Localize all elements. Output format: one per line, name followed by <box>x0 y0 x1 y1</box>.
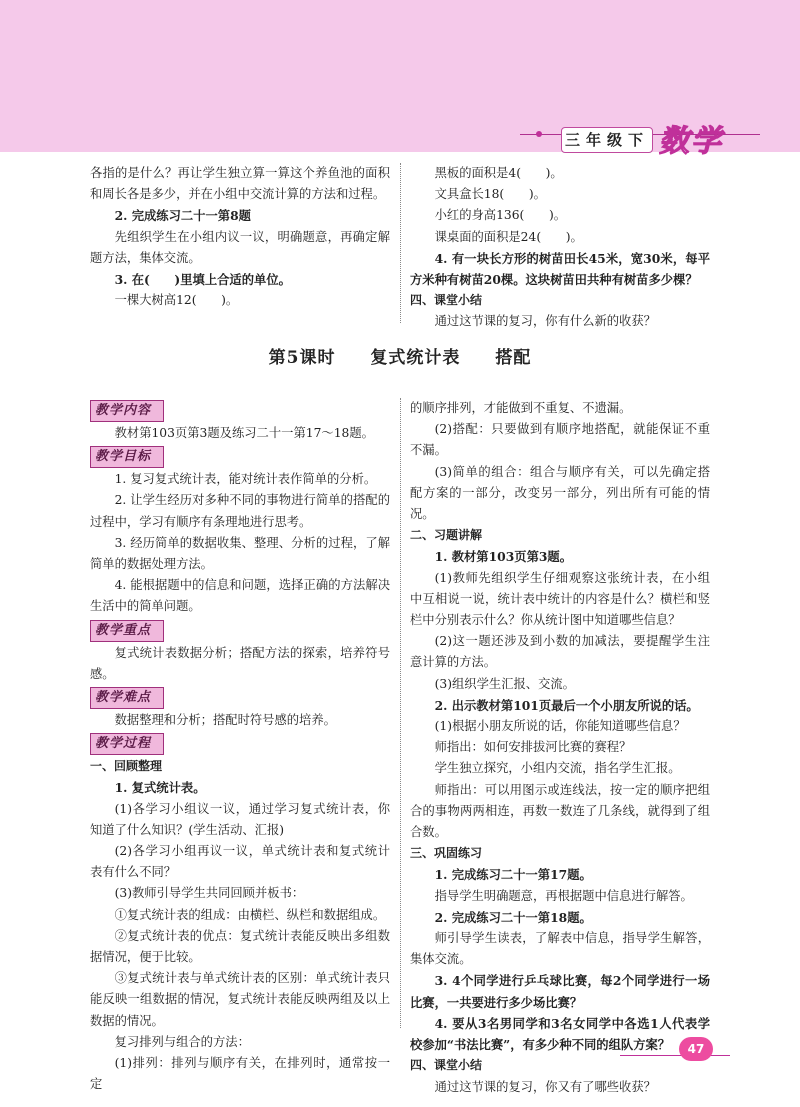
goal-item: 2. 让学生经历对多种不同的事物进行简单的搭配的过程中，学习有顺序有条理地进行思考。 <box>90 493 390 529</box>
paragraph: (1)教师先组织学生仔细观察这张统计表，在小组中互相说一说，统计表中统计的内容是什么？横栏和竖栏中分别表示什么？你从统计图中知道哪些信息？ <box>410 570 710 628</box>
exercise-heading: 2. 完成练习二十一第8题 <box>114 208 251 224</box>
paragraph: 文具盒长18( )。 <box>434 187 546 202</box>
item-heading: 4. 要从3名男同学和3名女同学中各选1人代表学校参加“书法比赛”，有多少种不同的组队方案？ <box>410 1015 710 1053</box>
section-heading: 一、回顾整理 <box>90 759 163 774</box>
section-heading: 三、巩固练习 <box>410 846 483 861</box>
column-divider <box>400 398 401 1028</box>
section-heading: 二、习题讲解 <box>410 528 483 543</box>
item-heading: 2. 完成练习二十一第18题。 <box>434 909 592 925</box>
paragraph: 各指的是什么？再让学生独立算一算这个养鱼池的面积和周长各是多少，并在小组中交流计算的方法和过程。 <box>90 166 390 202</box>
tag-key-points: 教学重点 <box>90 620 164 642</box>
tag-difficulties: 教学难点 <box>90 687 164 709</box>
paragraph: ②复式统计表的优点：复式统计表能反映出多组数据情况，便于比较。 <box>90 928 390 965</box>
paragraph: (1)根据小朋友所说的话，你能知道哪些信息？ <box>434 719 686 734</box>
tag-teaching-goals: 教学目标 <box>90 446 164 468</box>
section-heading: 四、课堂小结 <box>410 1058 483 1073</box>
page-number: 47 <box>679 1037 713 1061</box>
paragraph: (3)简单的组合：组合与顺序有关，可以先确定搭配方案的一部分，改变另一部分，列出所有可能的情况。 <box>410 464 710 522</box>
lesson-title <box>0 343 800 368</box>
paragraph: 数据整理和分析；搭配时符号感的培养。 <box>114 713 336 728</box>
paragraph: (2)各学习小组再议一议，单式统计表和复式统计表有什么不同？ <box>90 844 390 880</box>
paragraph: 师指出：如何安排拔河比赛的赛程？ <box>434 740 632 755</box>
paragraph: 师指出：可以用图示或连线法，按一定的顺序把组合的事物两两相连，再数一数连了几条线，就得到了组合数。 <box>410 782 710 840</box>
exercise-heading: 3. 在( )里填上合适的单位。 <box>114 272 291 288</box>
main-right-column <box>410 398 710 1098</box>
paragraph: (2)搭配：只要做到有顺序地搭配，就能保证不重不漏。 <box>410 422 710 458</box>
paragraph: (2)这一题还涉及到小数的加减法，要提醒学生注意计算的方法。 <box>410 634 710 670</box>
item-heading: 3. 4个同学进行乒乓球比赛，每2个同学进行一场比赛，一共要进行多少场比赛？ <box>410 973 710 1010</box>
paragraph: 复式统计表数据分析；搭配方法的探索，培养符号感。 <box>90 645 390 681</box>
header-dot <box>536 131 542 137</box>
item-heading: 1. 完成练习二十一第17题。 <box>434 867 592 883</box>
main-left-column <box>90 398 390 1095</box>
section-heading: 四、课堂小结 <box>410 293 483 308</box>
paragraph: ③复式统计表与单式统计表的区别：单式统计表只能反映一组数据的情况，复式统计表能反映两组及以上数据的情况。 <box>90 971 390 1028</box>
paragraph: ①复式统计表的组成：由横栏、纵栏和数据组成。 <box>114 907 386 922</box>
paragraph: (3)组织学生汇报、交流。 <box>434 676 575 691</box>
paragraph: (3)教师引导学生共同回顾并板书： <box>114 886 305 901</box>
paragraph: 教材第103页第3题及练习二十一第17～18题。 <box>114 426 374 440</box>
paragraph: 的顺序排列，才能做到不重复、不遗漏。 <box>410 401 632 415</box>
paragraph: 黑板的面积是4( )。 <box>434 166 563 180</box>
paragraph: (1)各学习小组议一议，通过学习复式统计表，你知道了什么知识？(学生活动、汇报) <box>90 801 390 837</box>
lesson-number: 第5课时 <box>268 348 336 368</box>
item-heading: 1. 复式统计表。 <box>114 780 206 796</box>
item-heading: 2. 出示教材第101页最后一个小朋友所说的话。 <box>434 697 699 713</box>
paragraph: 师引导学生读表，了解表中信息，指导学生解答，集体交流。 <box>410 931 710 967</box>
column-divider <box>400 163 401 323</box>
paragraph: 学生独立探究，小组内交流，指名学生汇报。 <box>434 761 681 776</box>
paragraph: 通过这节课的复习，你有什么新的收获？ <box>434 314 656 329</box>
paragraph: 一棵大树高12( )。 <box>114 293 239 308</box>
paragraph: 复习排列与组合的方法： <box>114 1034 250 1049</box>
subject-title: 数学 <box>659 124 723 159</box>
paragraph: (1)排列：排列与顺序有关，在排列时，通常按一定 <box>90 1056 390 1092</box>
lesson-topic-1: 复式统计表 <box>370 348 461 368</box>
paragraph: 小红的身高136( )。 <box>434 208 567 223</box>
goal-item: 1. 复习复式统计表，能对统计表作简单的分析。 <box>114 472 377 487</box>
top-right-column <box>410 163 710 333</box>
page-number-rule <box>620 1055 730 1056</box>
exercise-heading: 4. 有一块长方形的树苗田长45米，宽30米，每平方米种有树苗20棵。这块树苗田共种有树苗多少棵？ <box>410 250 710 288</box>
paragraph: 课桌面的面积是24( )。 <box>434 229 583 244</box>
tag-teaching-process: 教学过程 <box>90 733 164 755</box>
paragraph: 指导学生明确题意，再根据题中信息进行解答。 <box>434 888 693 903</box>
tag-teaching-content: 教学内容 <box>90 400 164 422</box>
top-left-column <box>90 163 390 311</box>
goal-item: 4. 能根据题中的信息和问题，选择正确的方法解决生活中的简单问题。 <box>90 578 390 614</box>
paragraph: 先组织学生在小组内议一议，明确题意，再确定解题方法，集体交流。 <box>90 229 390 265</box>
paragraph: 通过这节课的复习，你又有了哪些收获？ <box>434 1079 656 1094</box>
goal-item: 3. 经历简单的数据收集、整理、分析的过程，了解简单的数据处理方法。 <box>90 535 390 572</box>
lesson-topic-2: 搭配 <box>495 348 532 368</box>
item-heading: 1. 教材第103页第3题。 <box>434 549 573 565</box>
grade-label: 三年级下 <box>561 127 653 153</box>
